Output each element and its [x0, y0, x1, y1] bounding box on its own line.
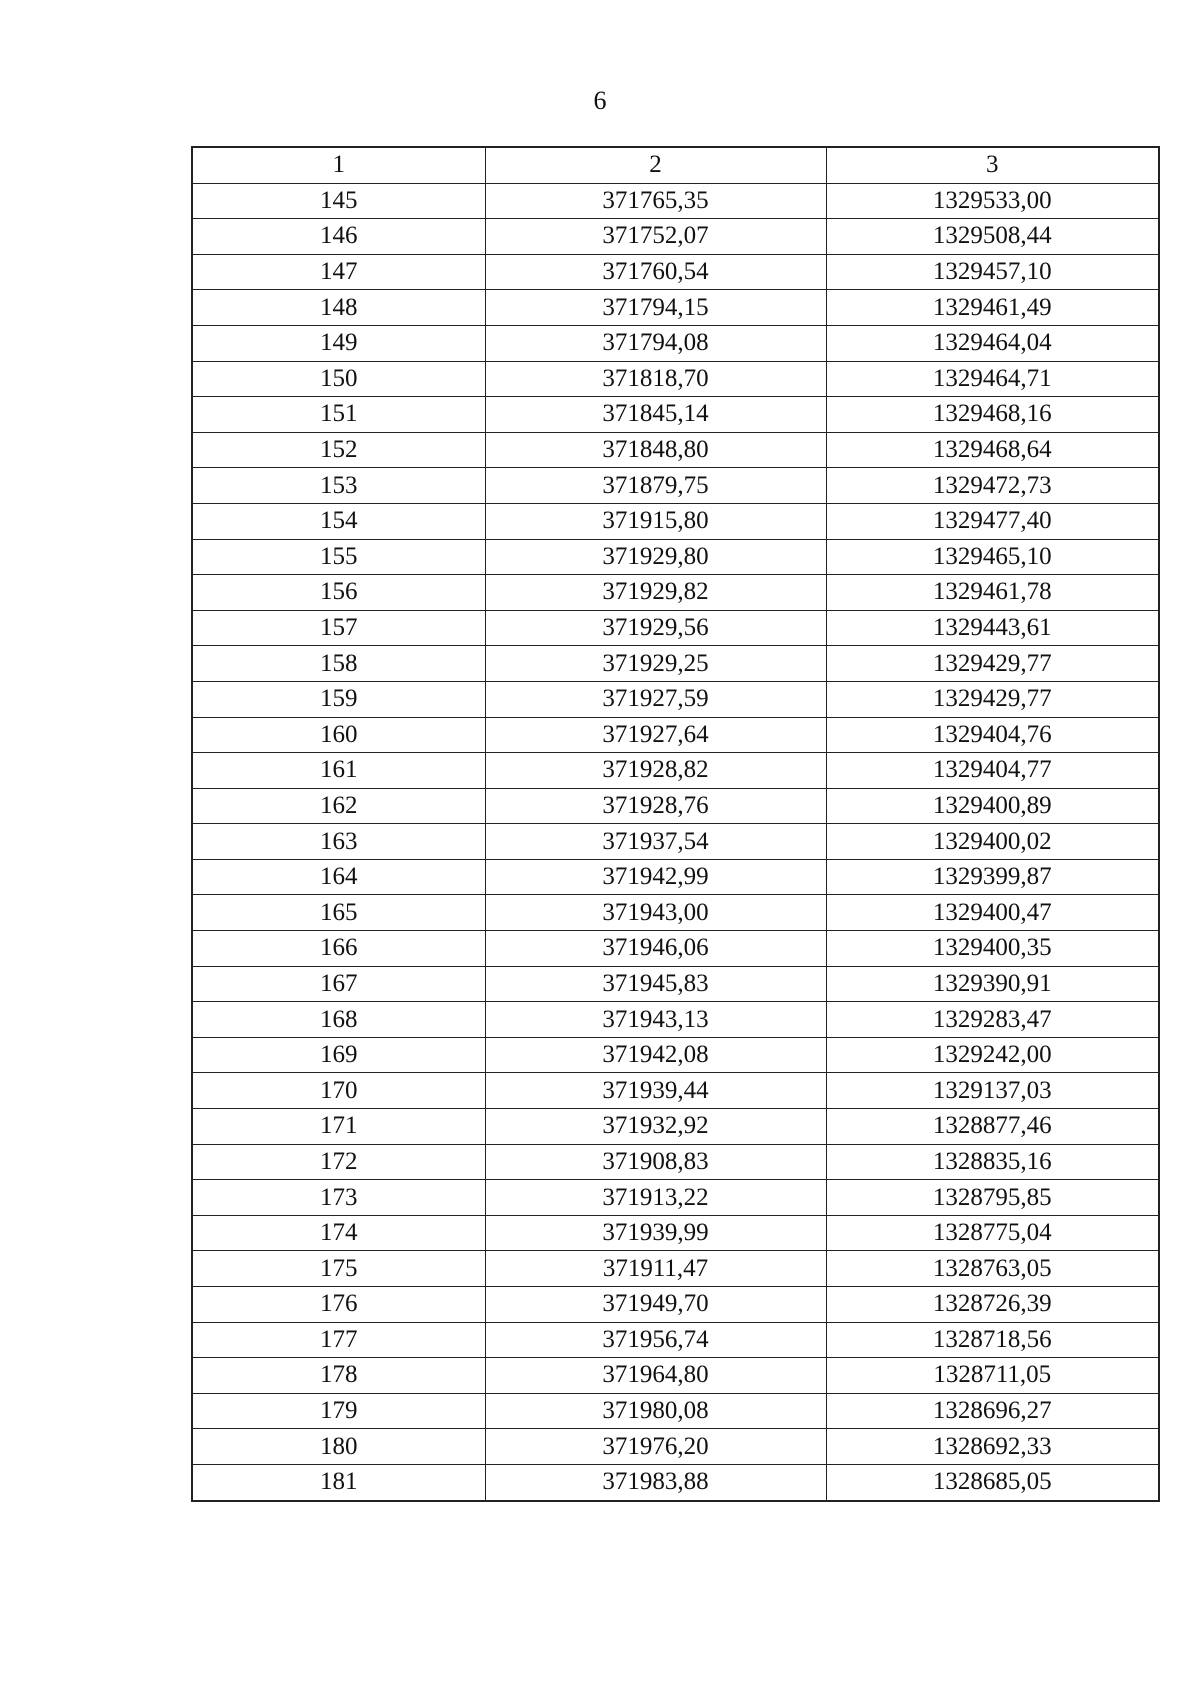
coordinate-y-cell: 1329533,00	[826, 183, 1159, 219]
table-row	[192, 1429, 1159, 1465]
point-number-cell: 171	[192, 1109, 485, 1145]
coordinate-y-cell: 1329404,76	[826, 717, 1159, 753]
point-number-cell: 181	[192, 1464, 485, 1500]
coordinate-y-cell: 1329461,78	[826, 575, 1159, 611]
table-row	[192, 325, 1159, 361]
coordinate-y-cell: 1329472,73	[826, 468, 1159, 504]
table-row	[192, 824, 1159, 860]
coordinate-y-cell: 1329468,16	[826, 397, 1159, 433]
point-number-cell: 161	[192, 753, 485, 789]
coordinate-y-cell: 1328692,33	[826, 1429, 1159, 1465]
coordinate-y-cell: 1329137,03	[826, 1073, 1159, 1109]
coordinate-y-cell: 1329457,10	[826, 254, 1159, 290]
coordinate-x-cell: 371927,64	[485, 717, 826, 753]
coordinates-table	[191, 146, 1160, 1502]
page-number: 6	[593, 86, 607, 115]
coordinate-y-cell: 1329390,91	[826, 966, 1159, 1002]
coordinate-x-cell: 371937,54	[485, 824, 826, 860]
table-row	[192, 931, 1159, 967]
coordinate-y-cell: 1329508,44	[826, 219, 1159, 255]
point-number-cell: 165	[192, 895, 485, 931]
table-row	[192, 1215, 1159, 1251]
coordinate-y-cell: 1329404,77	[826, 753, 1159, 789]
coordinate-x-cell: 371929,56	[485, 610, 826, 646]
table-row	[192, 788, 1159, 824]
coordinate-x-cell: 371927,59	[485, 681, 826, 717]
table-row	[192, 1464, 1159, 1500]
coordinate-y-cell: 1329400,89	[826, 788, 1159, 824]
coordinate-y-cell: 1329461,49	[826, 290, 1159, 326]
coordinate-y-cell: 1328763,05	[826, 1251, 1159, 1287]
table-row	[192, 468, 1159, 504]
coordinate-x-cell: 371980,08	[485, 1393, 826, 1429]
table-header-row	[192, 147, 1159, 183]
point-number-cell: 151	[192, 397, 485, 433]
coordinate-x-cell: 371794,08	[485, 325, 826, 361]
table-row	[192, 895, 1159, 931]
coordinate-x-cell: 371929,25	[485, 646, 826, 682]
coordinate-x-cell: 371908,83	[485, 1144, 826, 1180]
point-number-cell: 152	[192, 432, 485, 468]
coordinate-x-cell: 371848,80	[485, 432, 826, 468]
coordinate-y-cell: 1329465,10	[826, 539, 1159, 575]
point-number-cell: 180	[192, 1429, 485, 1465]
point-number-cell: 177	[192, 1322, 485, 1358]
table-row	[192, 966, 1159, 1002]
point-number-cell: 166	[192, 931, 485, 967]
coordinate-y-cell: 1328795,85	[826, 1180, 1159, 1216]
table-row	[192, 1251, 1159, 1287]
point-number-cell: 178	[192, 1358, 485, 1394]
coordinate-y-cell: 1329399,87	[826, 859, 1159, 895]
point-number-cell: 176	[192, 1287, 485, 1323]
point-number-cell: 162	[192, 788, 485, 824]
point-number-cell: 158	[192, 646, 485, 682]
point-number-cell: 146	[192, 219, 485, 255]
table-row	[192, 1002, 1159, 1038]
coordinate-y-cell: 1329429,77	[826, 646, 1159, 682]
point-number-cell: 156	[192, 575, 485, 611]
table-row	[192, 503, 1159, 539]
coordinate-x-cell: 371956,74	[485, 1322, 826, 1358]
coordinate-y-cell: 1329429,77	[826, 681, 1159, 717]
column-header-1: 1	[192, 147, 485, 183]
coordinate-y-cell: 1328775,04	[826, 1215, 1159, 1251]
coordinate-y-cell: 1329400,47	[826, 895, 1159, 931]
coordinate-x-cell: 371942,99	[485, 859, 826, 895]
coordinate-x-cell: 371945,83	[485, 966, 826, 1002]
coordinate-x-cell: 371929,80	[485, 539, 826, 575]
coordinate-y-cell: 1328711,05	[826, 1358, 1159, 1394]
column-header-3: 3	[826, 147, 1159, 183]
table-row	[192, 539, 1159, 575]
point-number-cell: 172	[192, 1144, 485, 1180]
table-row	[192, 254, 1159, 290]
table-row	[192, 1287, 1159, 1323]
coordinate-y-cell: 1329400,02	[826, 824, 1159, 860]
table-row	[192, 646, 1159, 682]
point-number-cell: 147	[192, 254, 485, 290]
coordinate-y-cell: 1328877,46	[826, 1109, 1159, 1145]
table-body	[192, 183, 1159, 1500]
coordinate-x-cell: 371913,22	[485, 1180, 826, 1216]
table-row	[192, 432, 1159, 468]
point-number-cell: 170	[192, 1073, 485, 1109]
coordinate-x-cell: 371911,47	[485, 1251, 826, 1287]
point-number-cell: 164	[192, 859, 485, 895]
coordinate-y-cell: 1329400,35	[826, 931, 1159, 967]
coordinate-y-cell: 1328685,05	[826, 1464, 1159, 1500]
table-row	[192, 859, 1159, 895]
coordinate-x-cell: 371942,08	[485, 1037, 826, 1073]
point-number-cell: 149	[192, 325, 485, 361]
coordinate-x-cell: 371949,70	[485, 1287, 826, 1323]
coordinate-x-cell: 371845,14	[485, 397, 826, 433]
point-number-cell: 168	[192, 1002, 485, 1038]
table-row	[192, 1358, 1159, 1394]
point-number-cell: 145	[192, 183, 485, 219]
coordinate-x-cell: 371932,92	[485, 1109, 826, 1145]
point-number-cell: 159	[192, 681, 485, 717]
column-header-2: 2	[485, 147, 826, 183]
coordinate-x-cell: 371964,80	[485, 1358, 826, 1394]
table-row	[192, 610, 1159, 646]
point-number-cell: 169	[192, 1037, 485, 1073]
table-row	[192, 1322, 1159, 1358]
table-row	[192, 361, 1159, 397]
point-number-cell: 173	[192, 1180, 485, 1216]
coordinate-x-cell: 371818,70	[485, 361, 826, 397]
coordinate-y-cell: 1329477,40	[826, 503, 1159, 539]
coordinate-y-cell: 1328718,56	[826, 1322, 1159, 1358]
point-number-cell: 174	[192, 1215, 485, 1251]
table-row	[192, 183, 1159, 219]
coordinate-y-cell: 1328726,39	[826, 1287, 1159, 1323]
coordinate-y-cell: 1329242,00	[826, 1037, 1159, 1073]
coordinate-y-cell: 1329468,64	[826, 432, 1159, 468]
coordinate-x-cell: 371983,88	[485, 1464, 826, 1500]
point-number-cell: 148	[192, 290, 485, 326]
coordinate-x-cell: 371928,76	[485, 788, 826, 824]
point-number-cell: 154	[192, 503, 485, 539]
table-row	[192, 575, 1159, 611]
table-row	[192, 753, 1159, 789]
coordinate-x-cell: 371794,15	[485, 290, 826, 326]
table-row	[192, 1144, 1159, 1180]
point-number-cell: 163	[192, 824, 485, 860]
point-number-cell: 150	[192, 361, 485, 397]
table-row	[192, 1180, 1159, 1216]
coordinate-y-cell: 1329443,61	[826, 610, 1159, 646]
coordinate-y-cell: 1329283,47	[826, 1002, 1159, 1038]
coordinate-x-cell: 371879,75	[485, 468, 826, 504]
coordinate-y-cell: 1329464,04	[826, 325, 1159, 361]
coordinate-x-cell: 371929,82	[485, 575, 826, 611]
coordinate-x-cell: 371915,80	[485, 503, 826, 539]
table-row	[192, 1073, 1159, 1109]
coordinate-x-cell: 371752,07	[485, 219, 826, 255]
coordinate-x-cell: 371976,20	[485, 1429, 826, 1465]
point-number-cell: 155	[192, 539, 485, 575]
coordinate-x-cell: 371943,13	[485, 1002, 826, 1038]
point-number-cell: 175	[192, 1251, 485, 1287]
point-number-cell: 157	[192, 610, 485, 646]
coordinate-x-cell: 371760,54	[485, 254, 826, 290]
table-row	[192, 717, 1159, 753]
coordinate-x-cell: 371765,35	[485, 183, 826, 219]
table-row	[192, 681, 1159, 717]
point-number-cell: 167	[192, 966, 485, 1002]
coordinate-y-cell: 1329464,71	[826, 361, 1159, 397]
coordinate-x-cell: 371939,99	[485, 1215, 826, 1251]
coordinate-x-cell: 371946,06	[485, 931, 826, 967]
table-row	[192, 1109, 1159, 1145]
table-row	[192, 1393, 1159, 1429]
table-row	[192, 219, 1159, 255]
point-number-cell: 160	[192, 717, 485, 753]
coordinate-x-cell: 371939,44	[485, 1073, 826, 1109]
point-number-cell: 179	[192, 1393, 485, 1429]
coordinate-x-cell: 371928,82	[485, 753, 826, 789]
coordinate-y-cell: 1328835,16	[826, 1144, 1159, 1180]
coordinate-y-cell: 1328696,27	[826, 1393, 1159, 1429]
table-row	[192, 290, 1159, 326]
table-row	[192, 1037, 1159, 1073]
table-row	[192, 397, 1159, 433]
point-number-cell: 153	[192, 468, 485, 504]
coordinate-x-cell: 371943,00	[485, 895, 826, 931]
